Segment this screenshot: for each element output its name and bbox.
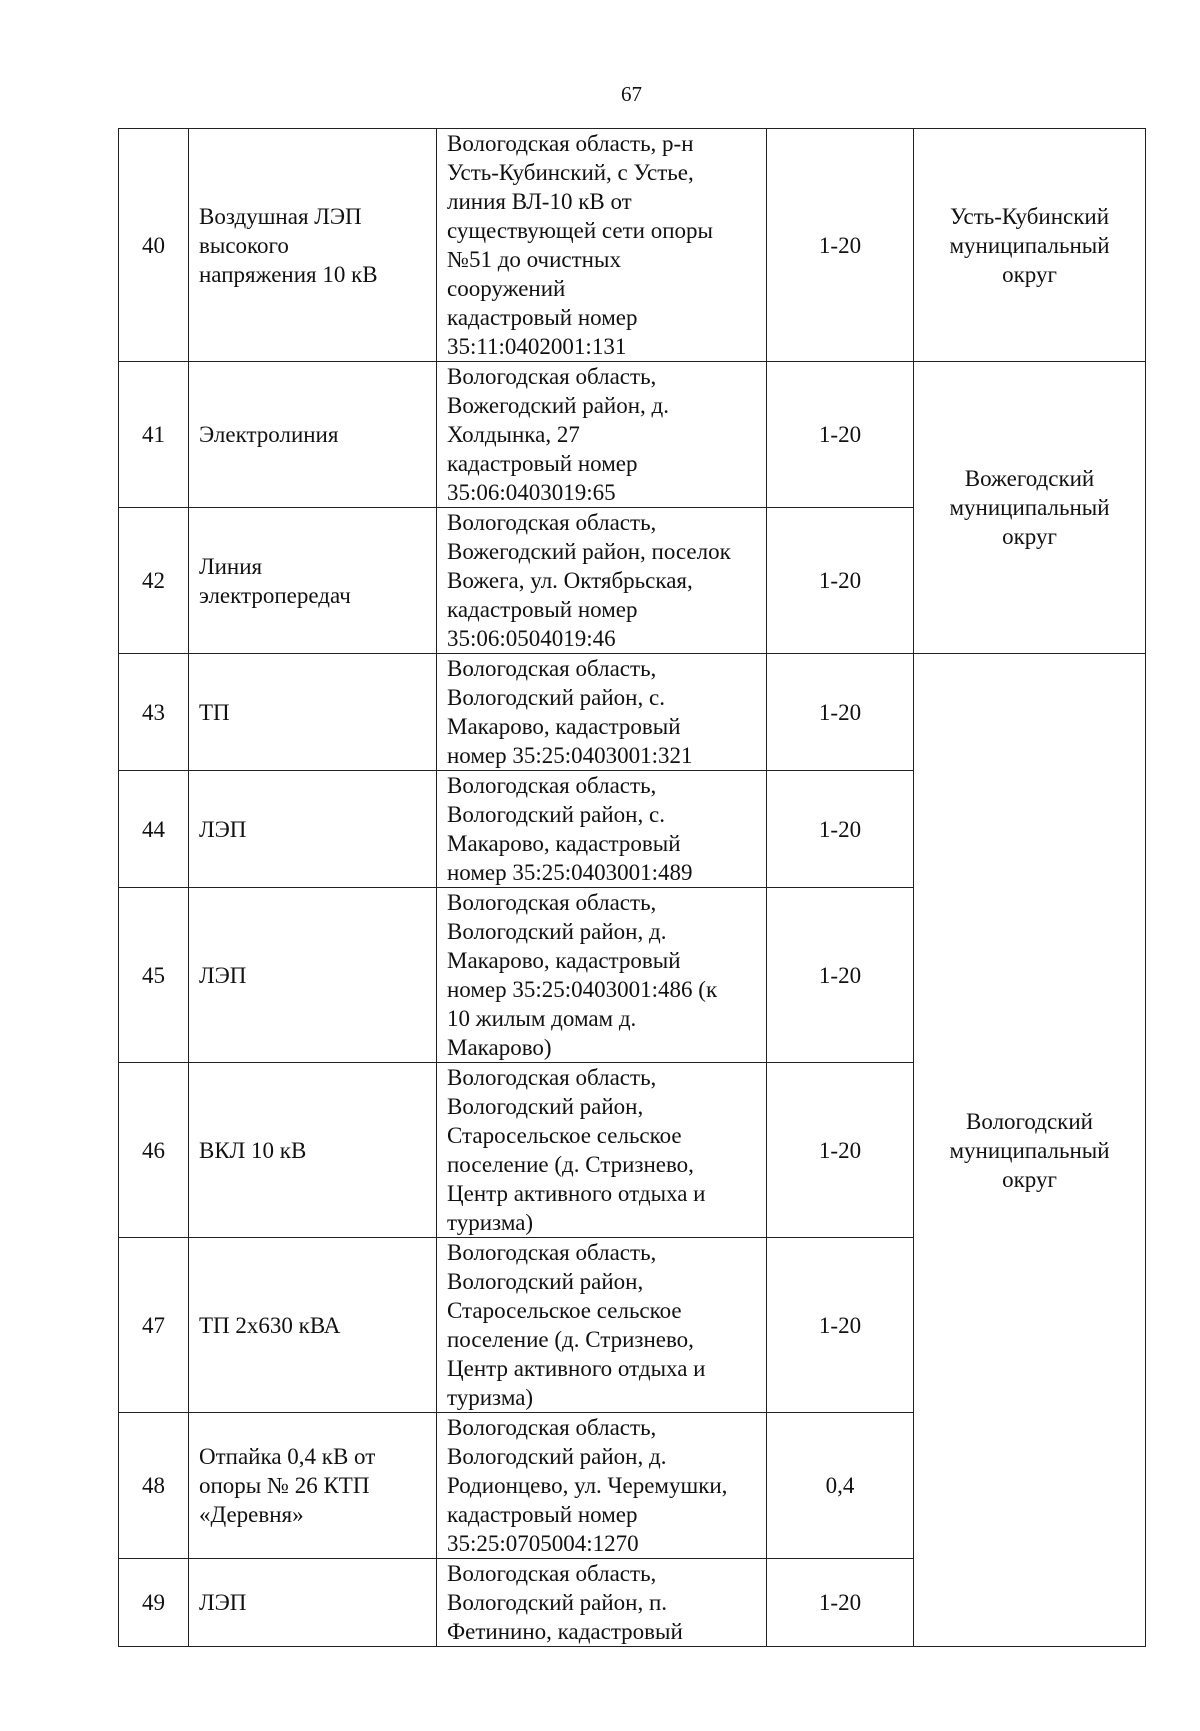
object-address: Вологодская область, Вологодский район, п. Фетинино, кадастровый: [437, 1559, 767, 1647]
row-number: 42: [119, 508, 189, 654]
object-address: Вологодская область, р-н Усть-Кубинский, с Устье, линия ВЛ-10 кВ от существующей сети опоры №51 до очистных сооружений кадастровый номер 35:11:0402001:131: [437, 129, 767, 362]
protection-range: 1-20: [767, 129, 914, 362]
municipality: Вожегодский муниципальный округ: [914, 362, 1146, 654]
object-name: ВКЛ 10 кВ: [189, 1063, 437, 1238]
facilities-table: [118, 128, 1146, 1647]
protection-range: 1-20: [767, 654, 914, 771]
object-address: Вологодская область, Вологодский район, Старосельское сельское поселение (д. Стризнево, Центр активного отдыха и туризма): [437, 1238, 767, 1413]
object-name: ЛЭП: [189, 1559, 437, 1647]
object-address: Вологодская область, Вожегодский район, поселок Вожега, ул. Октябрьская, кадастровый номер 35:06:0504019:46: [437, 508, 767, 654]
protection-range: 0,4: [767, 1413, 914, 1559]
protection-range: 1-20: [767, 888, 914, 1063]
municipality: Вологодский муниципальный округ: [914, 654, 1146, 1647]
row-number: 45: [119, 888, 189, 1063]
row-number: 40: [119, 129, 189, 362]
page-number: 67: [621, 82, 642, 106]
object-address: Вологодская область, Вологодский район, с. Макарово, кадастровый номер 35:25:0403001:321: [437, 654, 767, 771]
protection-range: 1-20: [767, 362, 914, 508]
protection-range: 1-20: [767, 1238, 914, 1413]
object-name: Отпайка 0,4 кВ от опоры № 26 КТП «Деревня»: [189, 1413, 437, 1559]
row-number: 44: [119, 771, 189, 888]
row-number: 47: [119, 1238, 189, 1413]
object-name: Электролиния: [189, 362, 437, 508]
table-row: [119, 362, 1146, 508]
row-number: 41: [119, 362, 189, 508]
row-number: 46: [119, 1063, 189, 1238]
protection-range: 1-20: [767, 771, 914, 888]
object-name: ЛЭП: [189, 771, 437, 888]
table-row: [119, 654, 1146, 771]
municipality: Усть-Кубинский муниципальный округ: [914, 129, 1146, 362]
object-name: Линия электропередач: [189, 508, 437, 654]
row-number: 49: [119, 1559, 189, 1647]
object-name: ТП 2х630 кВА: [189, 1238, 437, 1413]
protection-range: 1-20: [767, 1559, 914, 1647]
object-name: ЛЭП: [189, 888, 437, 1063]
object-address: Вологодская область, Вожегодский район, д. Холдынка, 27 кадастровый номер 35:06:0403019:65: [437, 362, 767, 508]
object-address: Вологодская область, Вологодский район, д. Макарово, кадастровый номер 35:25:0403001:486 (к 10 жилым домам д. Макарово): [437, 888, 767, 1063]
object-name: Воздушная ЛЭП высокого напряжения 10 кВ: [189, 129, 437, 362]
object-name: ТП: [189, 654, 437, 771]
row-number: 48: [119, 1413, 189, 1559]
table-row: [119, 129, 1146, 362]
object-address: Вологодская область, Вологодский район, Старосельское сельское поселение (д. Стризнево, Центр активного отдыха и туризма): [437, 1063, 767, 1238]
protection-range: 1-20: [767, 1063, 914, 1238]
object-address: Вологодская область, Вологодский район, д. Родионцево, ул. Черемушки, кадастровый номер 35:25:0705004:1270: [437, 1413, 767, 1559]
object-address: Вологодская область, Вологодский район, с. Макарово, кадастровый номер 35:25:0403001:489: [437, 771, 767, 888]
row-number: 43: [119, 654, 189, 771]
protection-range: 1-20: [767, 508, 914, 654]
